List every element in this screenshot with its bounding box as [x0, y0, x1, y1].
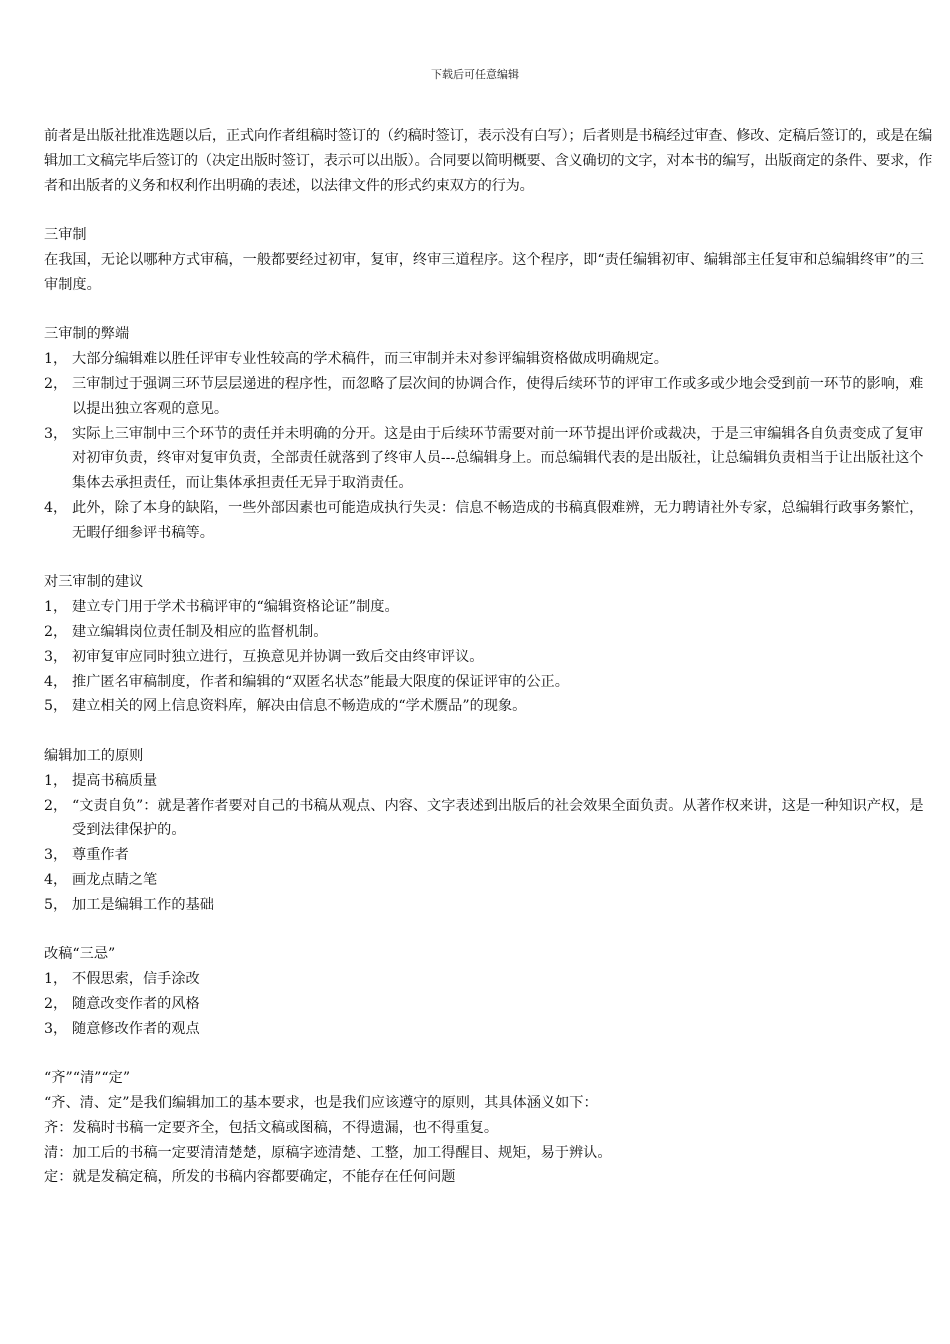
- list-item-text: 加工是编辑工作的基础: [72, 896, 214, 913]
- list-item-number: 2，: [44, 797, 68, 814]
- list-item-text: 提高书稿质量: [72, 772, 158, 789]
- list-item-number: 1，: [44, 599, 68, 616]
- section-spacer: [44, 546, 934, 571]
- section-spacer: [44, 719, 934, 744]
- section-paragraph: 清：加工后的书稿一定要清清楚楚，原稿字迹清楚、工整，加工得醒目、规矩，易于辨认。: [44, 1144, 612, 1161]
- page-header: 下载后可任意编辑: [431, 68, 519, 81]
- section-title: 三审制: [44, 227, 87, 244]
- list-item: [44, 794, 934, 844]
- list-item: [44, 620, 934, 645]
- section-paragraph: 定：就是发稿定稿，所发的书稿内容都要确定，不能存在任何问题: [44, 1169, 456, 1186]
- list-item-text: 画龙点睛之笔: [72, 871, 158, 888]
- list-item-text: 实际上三审制中三个环节的责任并未明确的分开。这是由于后续环节需要对前一环节提出评价或裁决，于是三审编辑各自负责变成了复审对初审负责，终审对复审负责，全部责任就落到了终审人员---总编辑身上。而总编辑代表的是出版社，让总编辑负责相当于让出版社这个集体去承担责任，而让集体承担责任无异于取消责任。: [72, 425, 924, 492]
- list-item-number: 3，: [44, 847, 68, 864]
- list-item-text: 此外，除了本身的缺陷，一些外部因素也可能造成执行失灵：信息不畅造成的书稿真假难辨，无力聘请社外专家，总编辑行政事务繁忙，无暇仔细参评书稿等。: [72, 499, 924, 541]
- list-item: [44, 670, 934, 695]
- list-item-number: 5，: [44, 896, 68, 913]
- section-paragraph: “齐、清、定”是我们编辑加工的基本要求，也是我们应该遵守的原则，其具体涵义如下：: [44, 1095, 598, 1112]
- list-item-text: 不假思索，信手涂改: [72, 971, 200, 988]
- list-item: [44, 1017, 934, 1042]
- section: [44, 1066, 934, 1190]
- list-item-number: 4，: [44, 673, 68, 690]
- list-item: [44, 893, 934, 918]
- list-item-number: 3，: [44, 648, 68, 665]
- list-item: [44, 595, 934, 620]
- list-item: [44, 372, 934, 422]
- section: [44, 223, 934, 297]
- section-title: 对三审制的建议: [44, 574, 144, 591]
- list-item: [44, 868, 934, 893]
- list-item-number: 2，: [44, 375, 68, 392]
- section: [44, 744, 934, 918]
- list-item-text: 尊重作者: [72, 847, 129, 864]
- section-spacer: [44, 918, 934, 943]
- section-spacer: [44, 298, 934, 323]
- list-item-text: 推广匿名审稿制度，作者和编辑的“双匿名状态”能最大限度的保证评审的公正。: [72, 673, 569, 690]
- list-item-text: 建立专门用于学术书稿评审的“编辑资格论证”制度。: [72, 599, 399, 616]
- list-item: [44, 843, 934, 868]
- document-body: [44, 124, 934, 1190]
- list-item-number: 2，: [44, 623, 68, 640]
- list-item: [44, 967, 934, 992]
- section-paragraph: 齐：发稿时书稿一定要齐全，包括文稿或图稿，不得遗漏，也不得重复。: [44, 1119, 499, 1136]
- list-item: [44, 422, 934, 496]
- list-item-number: 1，: [44, 351, 68, 368]
- section: [44, 570, 934, 719]
- list-item-number: 1，: [44, 971, 68, 988]
- section: [44, 942, 934, 1041]
- list-item-number: 1，: [44, 772, 68, 789]
- list-item: [44, 694, 934, 719]
- list-item-number: 5，: [44, 698, 68, 715]
- section-title: 改稿“三忌”: [44, 946, 116, 963]
- list-item: [44, 347, 934, 372]
- list-item-text: “文责自负”：就是著作者要对自己的书稿从观点、内容、文字表述到出版后的社会效果全面负责。从著作权来讲，这是一种知识产权，是受到法律保护的。: [72, 797, 924, 839]
- list-item-text: 建立相关的网上信息资料库，解决由信息不畅造成的“学术赝品”的现象。: [72, 698, 527, 715]
- section: [44, 322, 934, 545]
- list-item-text: 三审制过于强调三环节层层递进的程序性，而忽略了层次间的协调合作，使得后续环节的评审工作或多或少地会受到前一环节的影响，难以提出独立客观的意见。: [72, 375, 924, 417]
- list-item: [44, 645, 934, 670]
- list-item: [44, 769, 934, 794]
- list-item-number: 3，: [44, 425, 68, 442]
- list-item: [44, 496, 934, 546]
- list-item-number: 4，: [44, 499, 68, 516]
- section-spacer: [44, 198, 934, 223]
- list-item-number: 3，: [44, 1020, 68, 1037]
- list-item-text: 初审复审应同时独立进行，互换意见并协调一致后交由终审评议。: [72, 648, 484, 665]
- section-paragraph: 在我国，无论以哪种方式审稿，一般都要经过初审，复审，终审三道程序。这个程序，即“责任编辑初审、编辑部主任复审和总编辑终审”的三审制度。: [44, 251, 924, 293]
- list-item-text: 大部分编辑难以胜任评审专业性较高的学术稿件，而三审制并未对参评编辑资格做成明确规定。: [72, 351, 668, 368]
- list-item-text: 随意修改作者的观点: [72, 1020, 200, 1037]
- intro-paragraph: 前者是出版社批准选题以后，正式向作者组稿时签订的（约稿时签订，表示没有白写）；后者则是书稿经过审查、修改、定稿后签订的，或是在编辑加工文稿完毕后签订的（决定出版时签订，表示可以出版）。合同要以简明概要、含义确切的文字，对本书的编写，出版商定的条件、要求，作者和出版者的义务和权利作出明确的表述，以法律文件的形式约束双方的行为。: [44, 128, 933, 194]
- section-title: 三审制的弊端: [44, 326, 130, 343]
- section-title: 编辑加工的原则: [44, 747, 144, 764]
- list-item: [44, 992, 934, 1017]
- list-item-text: 随意改变作者的风格: [72, 995, 200, 1012]
- section-title: “齐”“清”“定”: [44, 1070, 131, 1087]
- list-item-number: 2，: [44, 995, 68, 1012]
- list-item-number: 4，: [44, 871, 68, 888]
- list-item-text: 建立编辑岗位责任制及相应的监督机制。: [72, 623, 328, 640]
- section-spacer: [44, 1041, 934, 1066]
